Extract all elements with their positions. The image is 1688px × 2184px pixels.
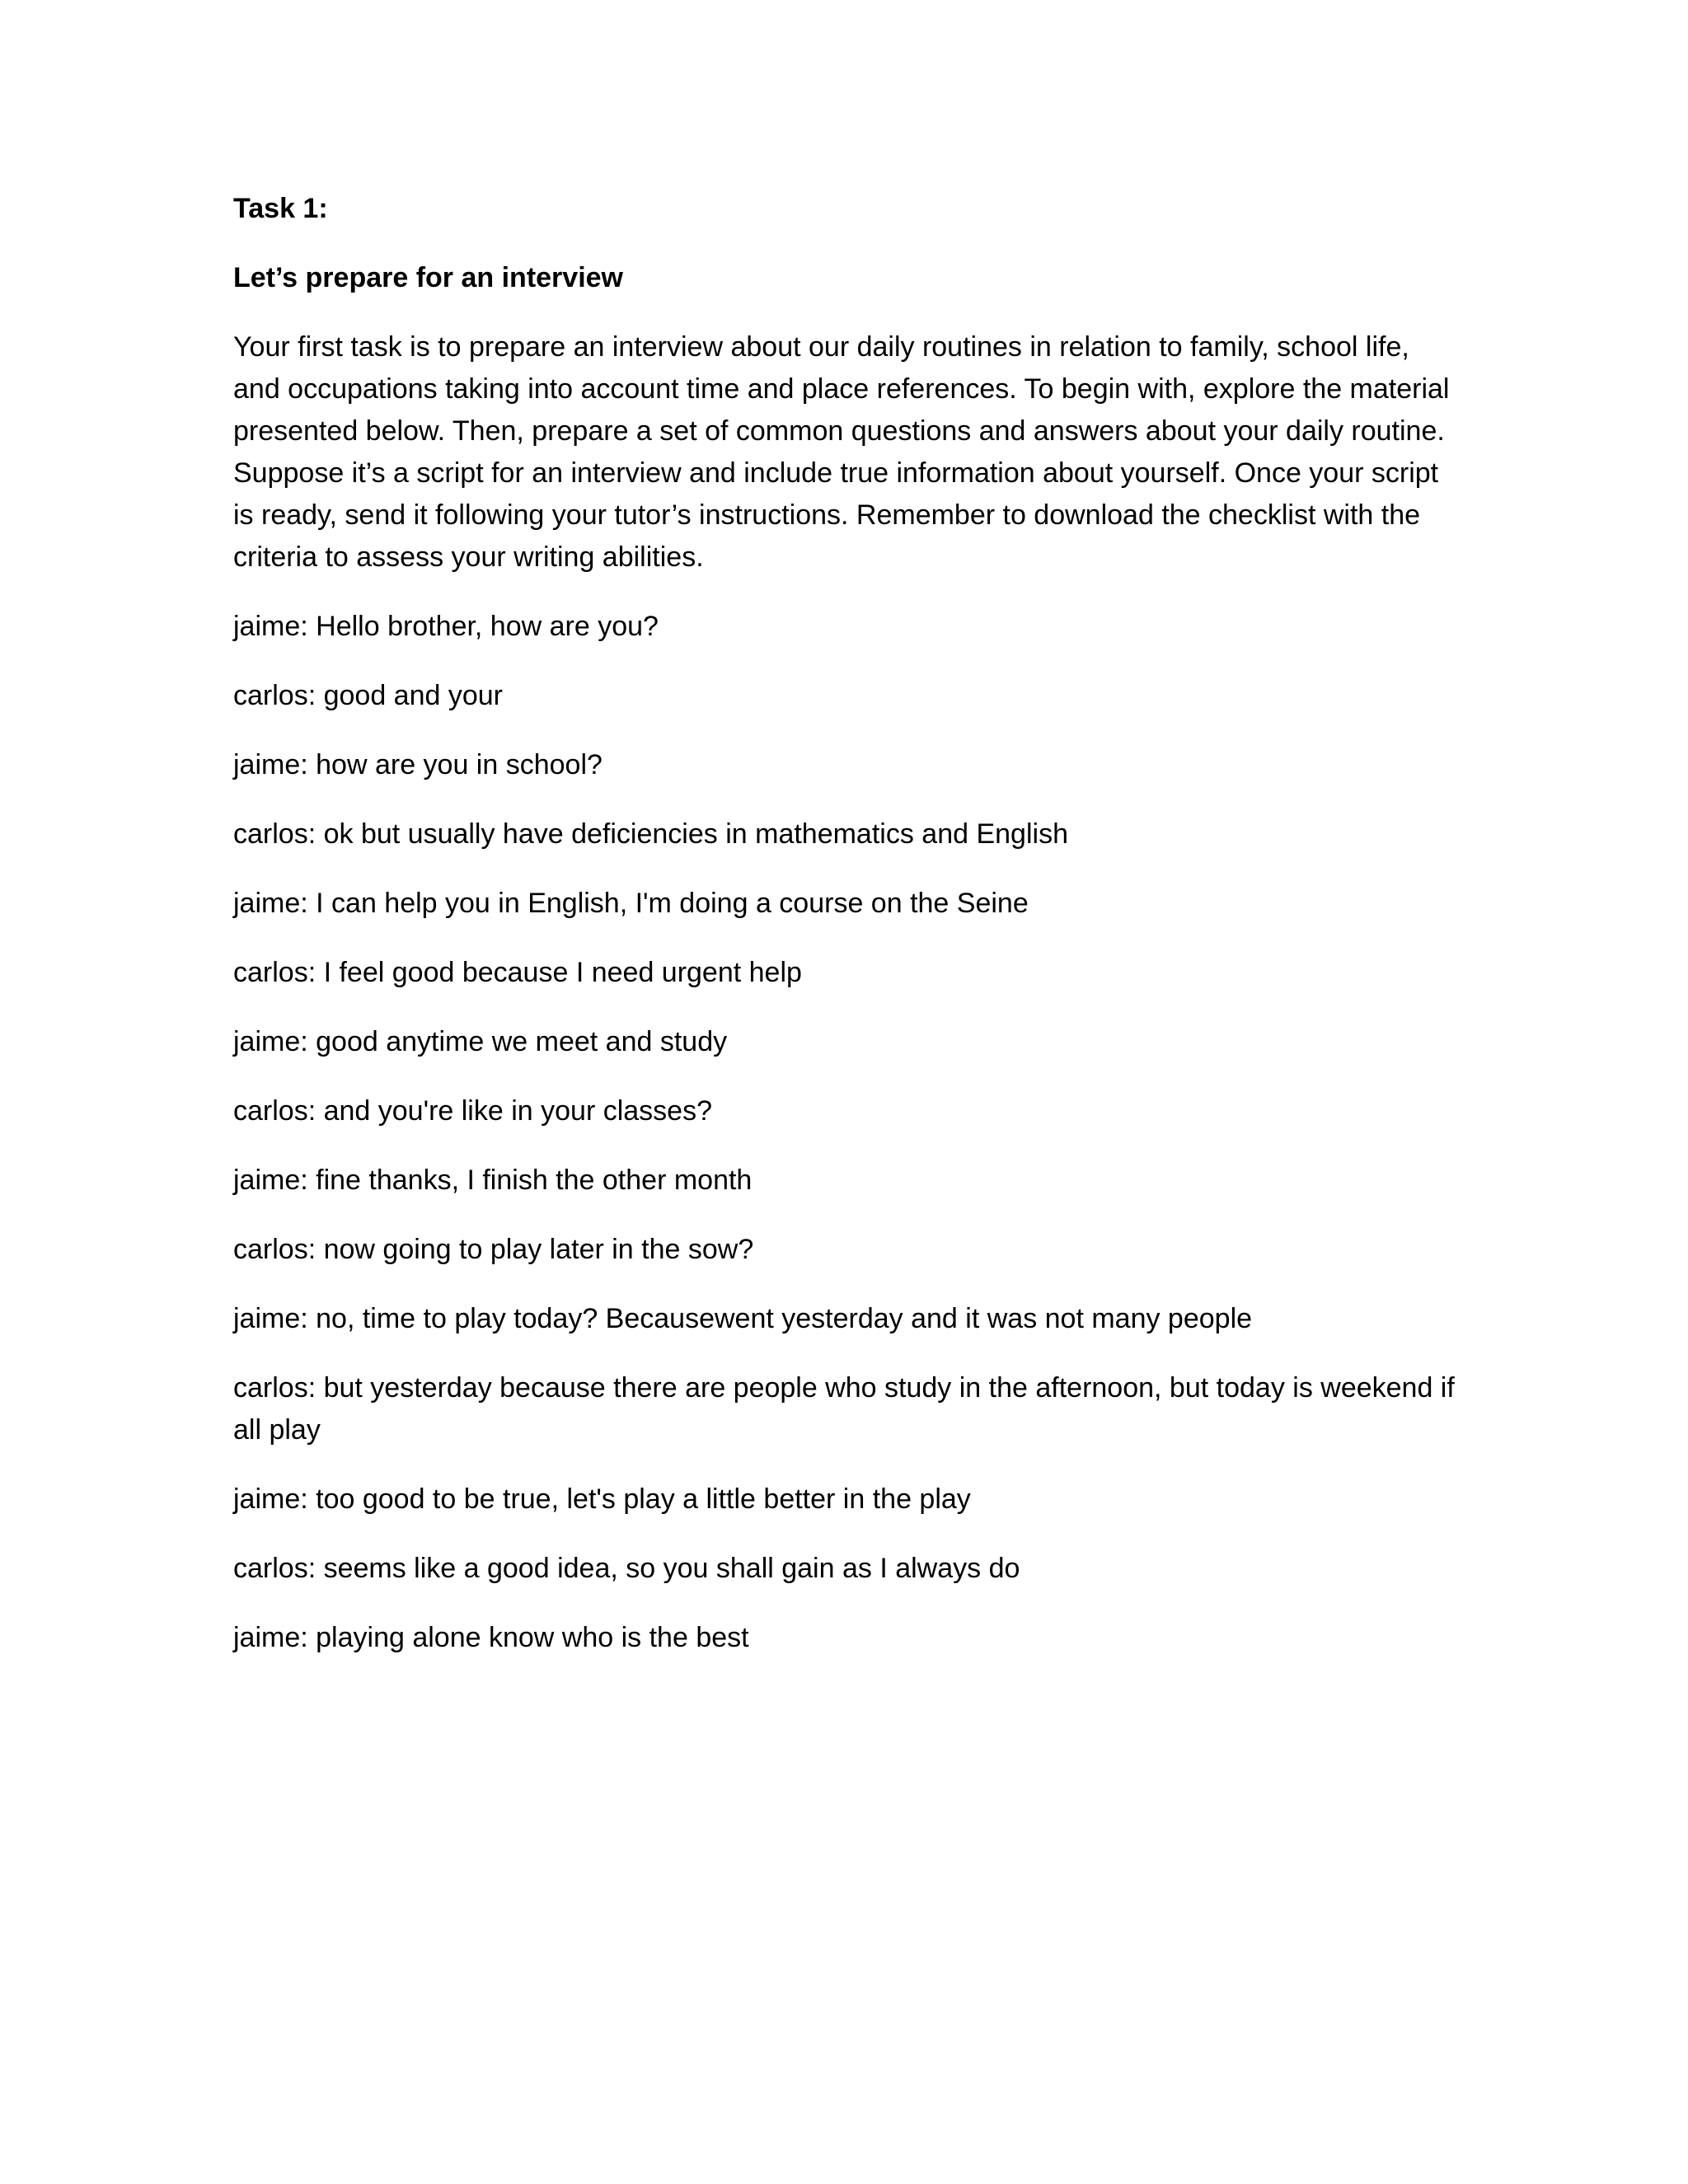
dialogue-line: jaime: I can help you in English, I'm doing a course on the Seine <box>233 888 1029 919</box>
dialogue-line: carlos: but yesterday because there are people who study in the afternoon, but today is weekend if all play <box>233 1372 1455 1446</box>
document-body <box>233 188 1461 1686</box>
instructions-paragraph: Your first task is to prepare an interview about our daily routines in relation to family, school life, and occupations taking into account time and place references. To begin with, explore the material presented below. Then, prepare a set of common questions and answers about your daily routine. Suppose it’s a script for an interview and include true information about yourself. Once your script is ready, send it following your tutor’s instructions. Remember to download the checklist with the criteria to assess your writing abilities. <box>233 331 1450 573</box>
dialogue-line: carlos: ok but usually have deficiencies in mathematics and English <box>233 818 1068 850</box>
dialogue-line: jaime: playing alone know who is the best <box>233 1622 749 1653</box>
dialogue-line: carlos: seems like a good idea, so you shall gain as I always do <box>233 1553 1020 1584</box>
dialogue-line: carlos: I feel good because I need urgent help <box>233 957 802 988</box>
section-title: Let’s prepare for an interview <box>233 262 623 293</box>
dialogue-line: carlos: and you're like in your classes? <box>233 1095 712 1127</box>
dialogue-list <box>233 606 1461 1659</box>
dialogue-line: jaime: how are you in school? <box>233 749 603 780</box>
task-title: Task 1: <box>233 193 328 224</box>
dialogue-line: jaime: Hello brother, how are you? <box>233 611 659 642</box>
dialogue-line: jaime: no, time to play today? Becausewent yesterday and it was not many people <box>233 1303 1253 1334</box>
dialogue-line: jaime: good anytime we meet and study <box>233 1026 728 1057</box>
dialogue-line: carlos: good and your <box>233 680 503 711</box>
dialogue-line: carlos: now going to play later in the sow? <box>233 1234 754 1265</box>
dialogue-line: jaime: too good to be true, let's play a little better in the play <box>233 1483 971 1515</box>
dialogue-line: jaime: fine thanks, I finish the other month <box>233 1165 753 1196</box>
